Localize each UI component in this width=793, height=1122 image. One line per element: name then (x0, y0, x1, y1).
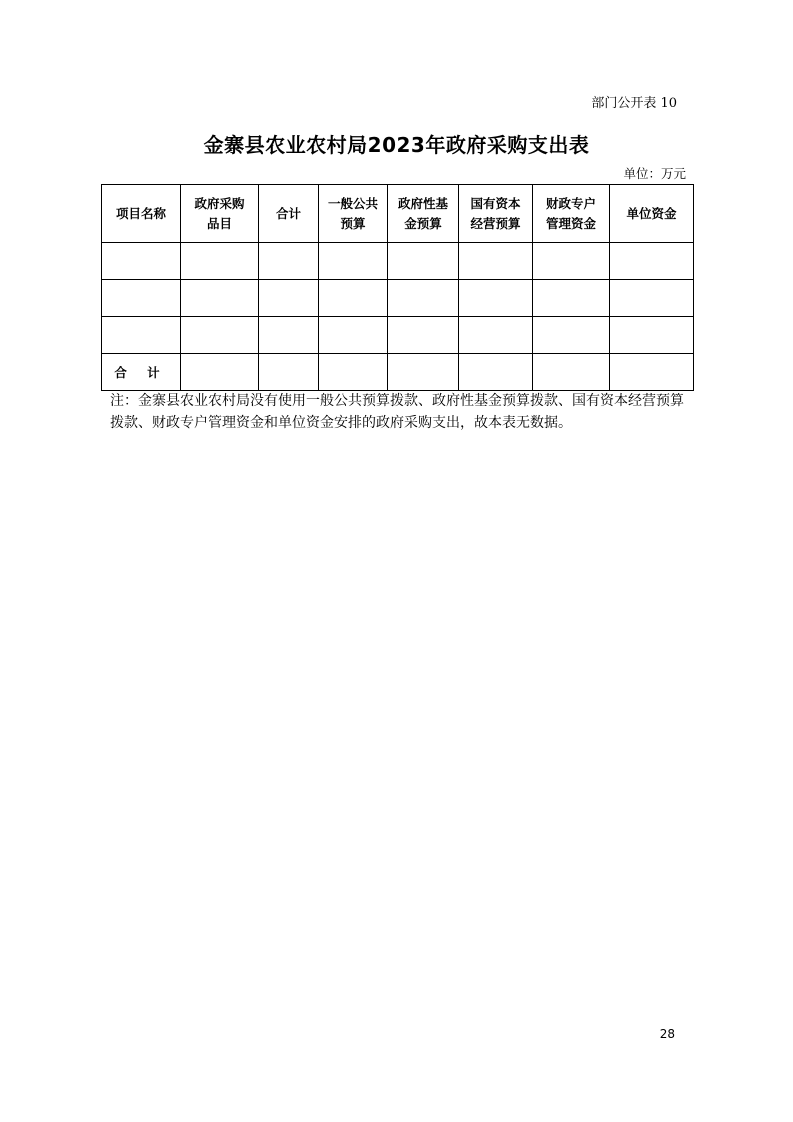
table-cell (102, 317, 181, 354)
table-cell (610, 280, 694, 317)
table-cell (388, 243, 459, 280)
table-cell (181, 317, 259, 354)
header-general-budget-line2: 预算 (340, 215, 366, 231)
table-cell (459, 243, 533, 280)
header-government-fund-budget (388, 185, 459, 243)
table-row (102, 243, 694, 280)
header-state-capital-budget-line1: 国有资本 (470, 195, 521, 211)
header-total-text: 合计 (275, 205, 301, 221)
table-note: 注：金寨县农业农村局没有使用一般公共预算拨款、政府性基金预算拨款、国有资本经营预算拨款、财政专户管理资金和单位资金安排的政府采购支出，故本表无数据。 (110, 393, 684, 431)
header-unit-funds-text: 单位资金 (626, 205, 677, 221)
table-cell (388, 317, 459, 354)
table-total-row (102, 354, 694, 391)
total-label: 合 计 (102, 354, 181, 391)
table-cell (181, 280, 259, 317)
table-cell (388, 354, 459, 391)
table-cell (319, 317, 388, 354)
table-cell (181, 243, 259, 280)
table-cell (259, 354, 319, 391)
table-cell (102, 280, 181, 317)
table-cell (459, 317, 533, 354)
table-cell (102, 243, 181, 280)
document-label: 部门公开表 10 (591, 96, 677, 111)
table-row (102, 317, 694, 354)
table-cell (610, 354, 694, 391)
table-header-row (102, 185, 694, 243)
header-total (259, 185, 319, 243)
header-general-budget-line1: 一般公共 (327, 195, 378, 211)
table-cell (319, 280, 388, 317)
page-number: 28 (659, 1027, 675, 1041)
header-project-name-text: 项目名称 (115, 205, 166, 221)
header-state-capital-budget (459, 185, 533, 243)
table-cell (459, 280, 533, 317)
table-cell (259, 280, 319, 317)
header-general-budget (319, 185, 388, 243)
table-cell (533, 280, 610, 317)
unit-label: 单位：万元 (623, 166, 686, 181)
header-project-name (102, 185, 181, 243)
table-cell (388, 280, 459, 317)
page-title: 金寨县农业农村局2023年政府采购支出表 (203, 133, 590, 157)
table-cell (319, 243, 388, 280)
table-cell (533, 354, 610, 391)
header-fiscal-account-funds (533, 185, 610, 243)
header-fiscal-account-funds-line1: 财政专户 (545, 195, 596, 211)
header-procurement-item (181, 185, 259, 243)
header-fiscal-account-funds-line2: 管理资金 (545, 215, 596, 231)
header-government-fund-budget-line1: 政府性基 (397, 195, 448, 211)
table-cell (259, 317, 319, 354)
table-cell (319, 354, 388, 391)
table-cell (259, 243, 319, 280)
header-procurement-item-line1: 政府采购 (194, 195, 245, 211)
table-row (102, 280, 694, 317)
table-cell (533, 243, 610, 280)
table-cell (610, 317, 694, 354)
header-government-fund-budget-line2: 金预算 (404, 215, 442, 231)
procurement-expenditure-table (101, 184, 694, 391)
header-state-capital-budget-line2: 经营预算 (470, 215, 521, 231)
header-procurement-item-line2: 品目 (206, 215, 232, 231)
table-cell (181, 354, 259, 391)
header-unit-funds (610, 185, 694, 243)
table-cell (459, 354, 533, 391)
table-cell (533, 317, 610, 354)
table-cell (610, 243, 694, 280)
